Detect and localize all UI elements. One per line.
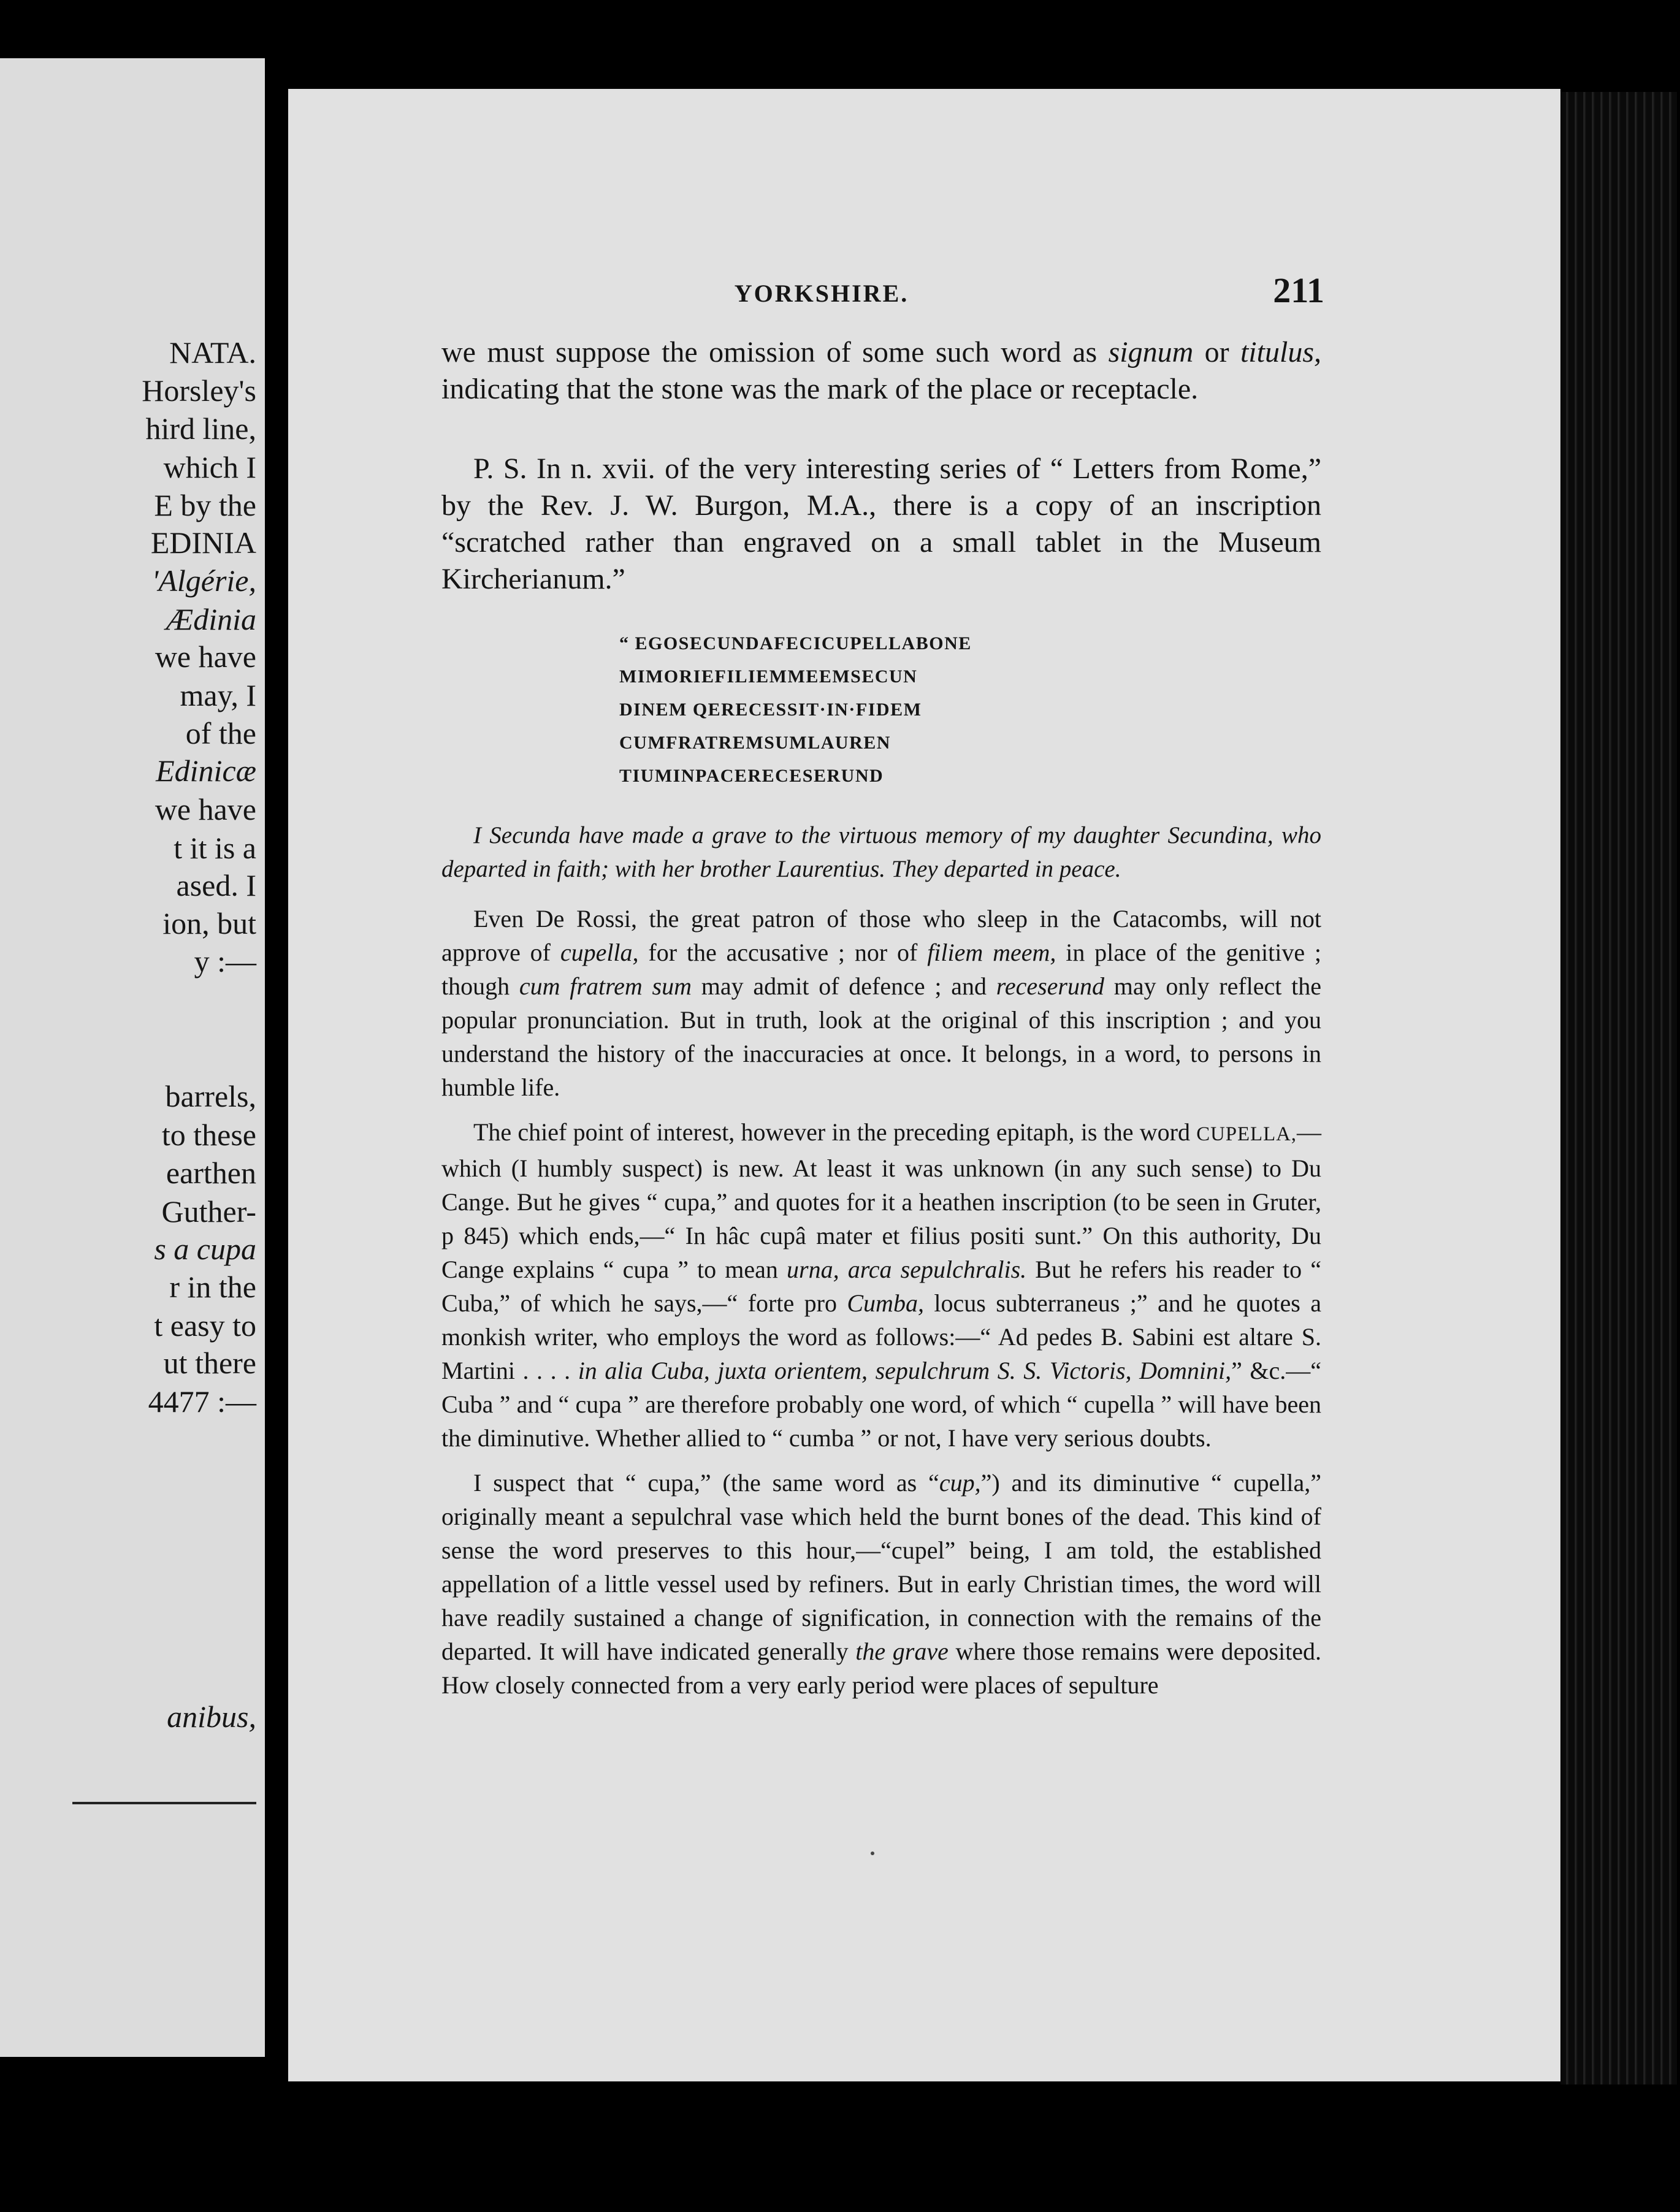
facing-page-line: which I	[163, 450, 256, 484]
inscription-block	[619, 627, 1321, 793]
italic-run: urna, arca sepulchralis.	[787, 1256, 1027, 1283]
facing-page-line: hird line,	[145, 411, 256, 446]
italic-run: in alia Cuba, juxta orientem, sepulchrum S. S. Victoris, Domnini,	[578, 1357, 1232, 1384]
italic-run: receserund	[996, 972, 1104, 1000]
page-body	[441, 334, 1321, 1713]
inscription-line: TIUMINPACERECESERUND	[619, 766, 884, 786]
italic-run: the grave	[855, 1638, 949, 1665]
facing-page-line: earthen	[166, 1156, 256, 1190]
facing-page-line: Edinicæ	[156, 753, 256, 788]
page-number: 211	[1273, 270, 1324, 310]
facing-page-line: anibus,	[167, 1699, 256, 1734]
page-edge-shadow	[1560, 92, 1677, 2084]
facing-page-line: 4477 :—	[148, 1384, 256, 1419]
italic-run: cup,	[939, 1469, 981, 1497]
text-run: or	[1193, 336, 1240, 368]
text-run: Even De Rossi, the great patron of those who sleep in the Catacombs, will not approve of	[441, 905, 1321, 966]
facing-page-line: t it is a	[174, 831, 256, 865]
italic-run: signum	[1108, 336, 1194, 368]
facing-page-line: Ædinia	[166, 602, 256, 636]
text-run: I suspect that “ cupa,” (the same word as “	[473, 1469, 939, 1497]
facing-page-line: of the	[185, 716, 256, 750]
text-run: indicating that the stone was the mark of the place or receptacle.	[441, 373, 1199, 405]
facing-page-line: Guther-	[161, 1194, 256, 1229]
italic-run: cupella,	[560, 939, 639, 966]
text-run: But he refers his reader to “ Cuba,” of which he says,—“ forte pro	[441, 1256, 1321, 1317]
text-run: ” &c.—“ Cuba ” and “ cupa ” are therefore probably one word, of which “ cupella ” will have been the diminutive. Whether allied to “ cumba ” or not, I have very serious doubts.	[441, 1357, 1321, 1452]
facing-page-line: E by the	[154, 488, 256, 522]
facing-page-line: ased. I	[176, 868, 256, 902]
text-run: in place of the genitive ; though	[441, 939, 1322, 1000]
text-run: The chief point of interest, however in the preceding epitaph, is the word	[473, 1118, 1197, 1146]
italic-run: titulus,	[1240, 336, 1321, 368]
facing-page-line: EDINIA	[150, 525, 256, 560]
facing-page-line: we have	[155, 639, 256, 674]
inscription-line: “ EGOSECUNDAFECICUPELLABONE	[619, 633, 972, 654]
facing-page-line: barrels,	[165, 1079, 256, 1113]
text-run: ”) and its diminutive “ cupella,” originally meant a sepulchral vase which held the burnt bones of the dead. This kind of sense the word preserves to this hour,—“cupel” being, I am told, the established appellation of a little vessel used by refiners. But in early Christian times, the word will have readily sustained a change of signification, in connection with the remains of the departed. It will have indicated generally	[441, 1469, 1322, 1665]
italic-run: Cumba,	[847, 1289, 924, 1317]
facing-page-fragment	[0, 58, 265, 2057]
paragraph-cupella	[441, 1115, 1321, 1455]
facing-page-line: to these	[161, 1118, 256, 1152]
text-run: CUPELLA,	[1196, 1123, 1297, 1145]
facing-page-line: 'Algérie,	[151, 563, 256, 598]
facing-page-line: NATA.	[169, 335, 256, 370]
facing-page-line: ion, but	[162, 906, 256, 940]
facing-page-line: ut there	[163, 1346, 256, 1380]
facing-page-line: t easy to	[154, 1308, 256, 1343]
italic-run: cum fratrem sum	[519, 972, 692, 1000]
commentary	[441, 902, 1321, 1702]
inscription-line: DINEM QERECESSIT·IN·FIDEM	[619, 700, 922, 720]
facing-page-line: s a cupa	[154, 1232, 256, 1266]
text-run: —which (I humbly suspect) is new. At least it was unknown (in any such sense) to Du Cange. But he gives “ cupa,” and quotes for it a heathen inscription (to be seen in Gruter, p 845) which ends,—“ In hâc cupâ mater et filius positi sunt.” On this authority, Du Cange explains “ cupa ” to mean	[441, 1118, 1321, 1283]
text-run: may only reflect the popular pronunciation. But in truth, look at the original of this inscription ; and you understand the history of the inaccuracies at once. It belongs, in a word, to persons in humble life.	[441, 972, 1321, 1101]
paragraph-intro	[441, 334, 1321, 408]
facing-page-line: r in the	[169, 1270, 256, 1304]
inscription-line: CUMFRATREMSUMLAUREN	[619, 733, 891, 753]
facing-page-line: Horsley's	[142, 373, 256, 408]
text-run: locus subterraneus ;” and he quotes a monkish writer, who employs the word as follows:—“ Ad pedes B. Sabini est altare S. Martini . . . .	[441, 1289, 1321, 1384]
text-run: may admit of defence ; and	[692, 972, 996, 1000]
text-run: where those remains were deposited. How closely connected from a very early period were places of sepulture	[441, 1638, 1321, 1699]
facing-page-line: we have	[155, 792, 256, 826]
text-run: we must suppose the omission of some such word as	[441, 336, 1109, 368]
paragraph-postscript: P. S. In n. xvii. of the very interesting series of “ Letters from Rome,” by the Rev. J. W. Burgon, M.A., there is a copy of an inscription “scratched rather than engraved on a small tablet in the Museum Kircherianum.”	[441, 452, 1321, 595]
text-run: for the accusative ; nor of	[638, 939, 928, 966]
facing-page-line: may, I	[180, 678, 256, 712]
inscription-line: MIMORIEFILIEMMEEMSECUN	[619, 666, 918, 687]
footnote-rule	[72, 1802, 256, 1804]
paragraph-cupa	[441, 1466, 1321, 1702]
running-head: YORKSHIRE.	[734, 280, 909, 307]
print-speck	[871, 1852, 874, 1855]
paragraph-de-rossi	[441, 902, 1321, 1104]
italic-run: filiem meem,	[927, 939, 1056, 966]
facing-page-line: y :—	[194, 944, 256, 978]
inscription-translation: I Secunda have made a grave to the virtuous memory of my daughter Secundina, who departed in faith; with her brother Laurentius. They departed in peace.	[441, 822, 1321, 882]
